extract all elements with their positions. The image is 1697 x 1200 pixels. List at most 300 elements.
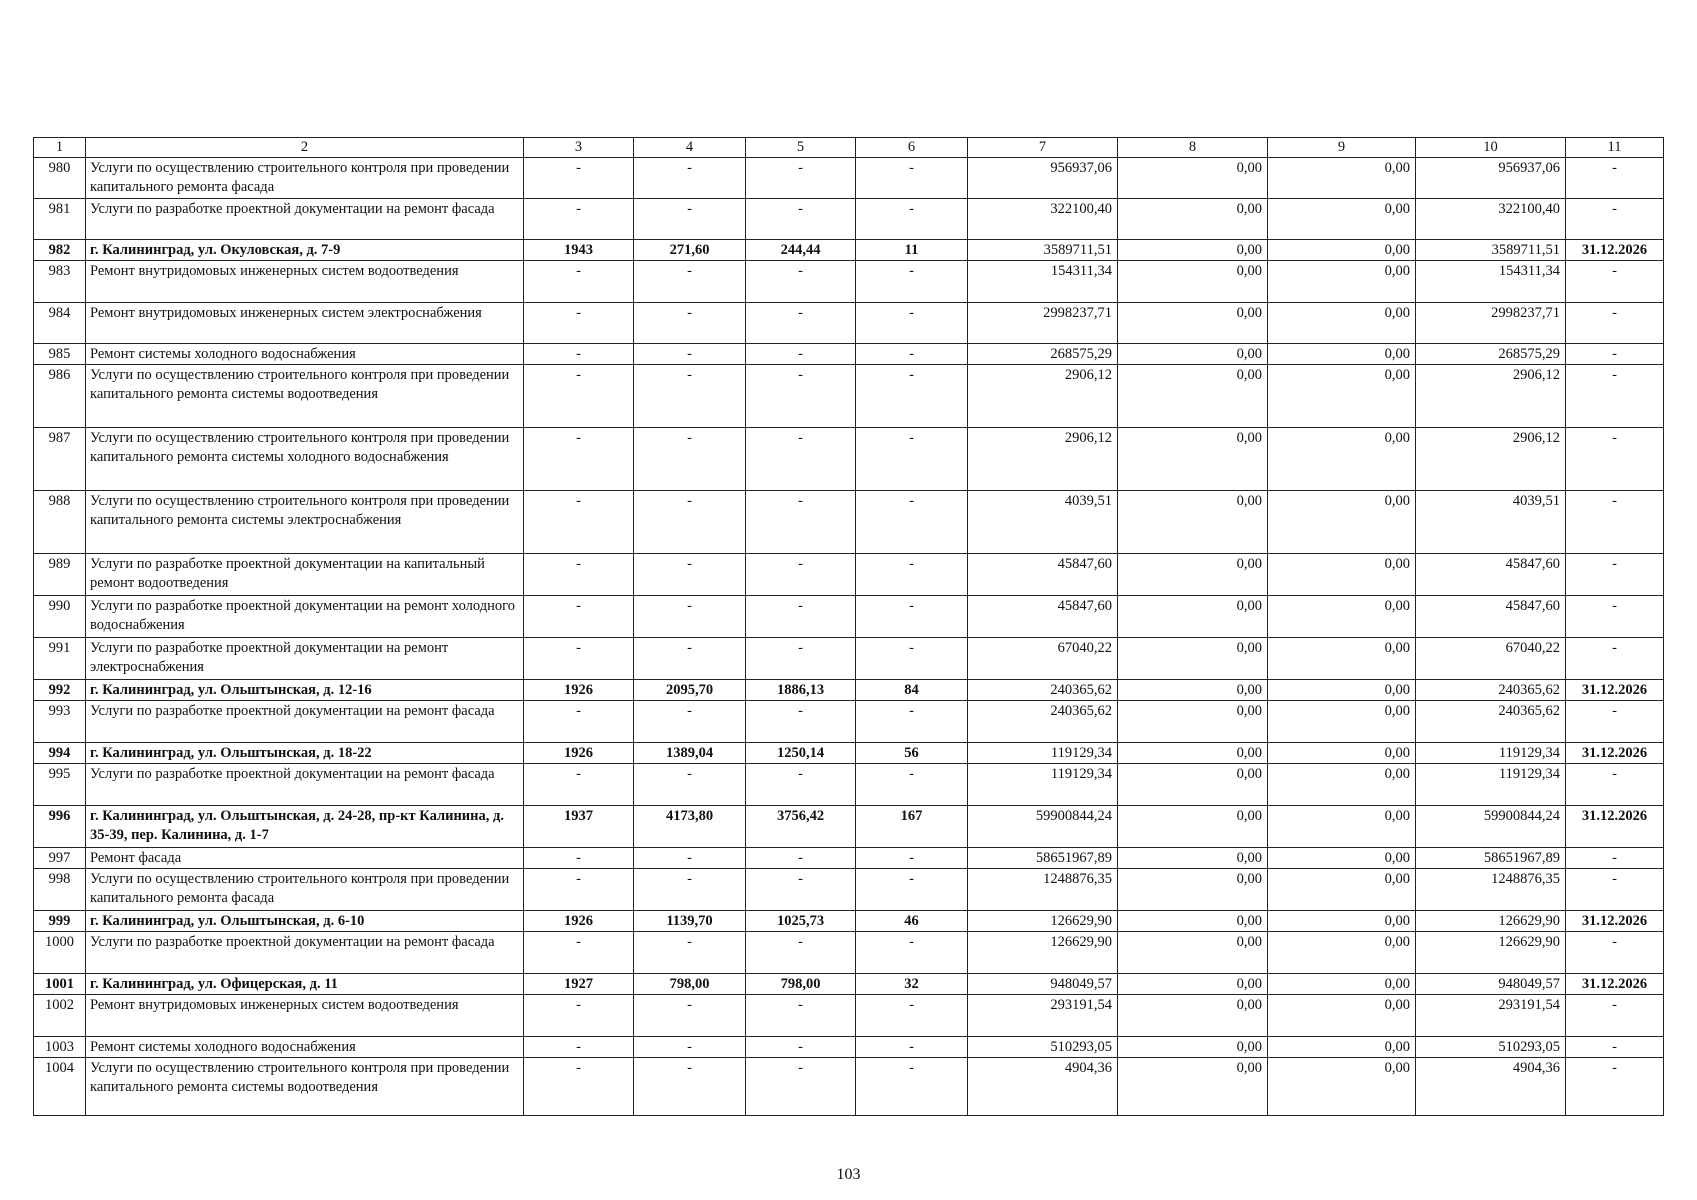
residents-cell: - xyxy=(856,554,968,596)
residents-cell: 46 xyxy=(856,911,968,932)
total-area-cell: - xyxy=(634,848,746,869)
owners-funds-cell: 67040,22 xyxy=(1416,638,1566,680)
fund-cost-b-cell: 0,00 xyxy=(1268,680,1416,701)
residents-cell: - xyxy=(856,199,968,240)
total-area-cell: - xyxy=(634,638,746,680)
completion-date-cell: - xyxy=(1566,1058,1664,1116)
total-cost-cell: 1248876,35 xyxy=(968,869,1118,911)
fund-cost-a-cell: 0,00 xyxy=(1118,344,1268,365)
description-cell: Услуги по осуществлению строительного контроля при проведении капитального ремонта системы водоотведения xyxy=(86,1058,524,1116)
row-number-cell: 984 xyxy=(34,303,86,344)
row-number-cell: 994 xyxy=(34,743,86,764)
total-cost-cell: 948049,57 xyxy=(968,974,1118,995)
total-area-cell: - xyxy=(634,491,746,554)
description-cell: г. Калининград, ул. Ольштынская, д. 6-10 xyxy=(86,911,524,932)
total-area-cell: - xyxy=(634,261,746,303)
description-cell: г. Калининград, ул. Окуловская, д. 7-9 xyxy=(86,240,524,261)
total-cost-cell: 4039,51 xyxy=(968,491,1118,554)
row-number-cell: 988 xyxy=(34,491,86,554)
completion-date-cell: - xyxy=(1566,491,1664,554)
living-area-cell: - xyxy=(746,491,856,554)
work-row xyxy=(34,638,1664,680)
completion-date-cell: - xyxy=(1566,199,1664,240)
total-cost-cell: 2906,12 xyxy=(968,365,1118,428)
header-cell: 7 xyxy=(968,138,1118,158)
fund-cost-a-cell: 0,00 xyxy=(1118,158,1268,199)
description-cell: Услуги по разработке проектной документации на ремонт электроснабжения xyxy=(86,638,524,680)
fund-cost-a-cell: 0,00 xyxy=(1118,303,1268,344)
description-cell: Ремонт внутридомовых инженерных систем водоотведения xyxy=(86,995,524,1037)
year-built-cell: - xyxy=(524,596,634,638)
row-number-cell: 992 xyxy=(34,680,86,701)
completion-date-cell: 31.12.2026 xyxy=(1566,806,1664,848)
fund-cost-a-cell: 0,00 xyxy=(1118,764,1268,806)
living-area-cell: - xyxy=(746,848,856,869)
residents-cell: 56 xyxy=(856,743,968,764)
description-cell: Ремонт фасада xyxy=(86,848,524,869)
total-cost-cell: 3589711,51 xyxy=(968,240,1118,261)
total-cost-cell: 2998237,71 xyxy=(968,303,1118,344)
description-cell: Ремонт системы холодного водоснабжения xyxy=(86,1037,524,1058)
residents-cell: - xyxy=(856,491,968,554)
total-cost-cell: 240365,62 xyxy=(968,701,1118,743)
fund-cost-a-cell: 0,00 xyxy=(1118,638,1268,680)
year-built-cell: 1927 xyxy=(524,974,634,995)
living-area-cell: - xyxy=(746,365,856,428)
owners-funds-cell: 119129,34 xyxy=(1416,743,1566,764)
address-row xyxy=(34,911,1664,932)
year-built-cell: - xyxy=(524,365,634,428)
total-area-cell: - xyxy=(634,1037,746,1058)
row-number-cell: 986 xyxy=(34,365,86,428)
fund-cost-a-cell: 0,00 xyxy=(1118,995,1268,1037)
residents-cell: - xyxy=(856,261,968,303)
description-cell: Ремонт внутридомовых инженерных систем электроснабжения xyxy=(86,303,524,344)
living-area-cell: - xyxy=(746,554,856,596)
row-number-cell: 989 xyxy=(34,554,86,596)
living-area-cell: - xyxy=(746,869,856,911)
residents-cell: - xyxy=(856,869,968,911)
row-number-cell: 980 xyxy=(34,158,86,199)
living-area-cell: - xyxy=(746,995,856,1037)
residents-cell: - xyxy=(856,1058,968,1116)
total-cost-cell: 119129,34 xyxy=(968,743,1118,764)
work-row xyxy=(34,344,1664,365)
owners-funds-cell: 1248876,35 xyxy=(1416,869,1566,911)
total-cost-cell: 240365,62 xyxy=(968,680,1118,701)
row-number-cell: 987 xyxy=(34,428,86,491)
row-number-cell: 1001 xyxy=(34,974,86,995)
living-area-cell: - xyxy=(746,303,856,344)
residents-cell: 32 xyxy=(856,974,968,995)
total-area-cell: - xyxy=(634,199,746,240)
completion-date-cell: - xyxy=(1566,261,1664,303)
fund-cost-b-cell: 0,00 xyxy=(1268,638,1416,680)
header-cell: 11 xyxy=(1566,138,1664,158)
work-row xyxy=(34,554,1664,596)
year-built-cell: - xyxy=(524,869,634,911)
year-built-cell: - xyxy=(524,428,634,491)
fund-cost-b-cell: 0,00 xyxy=(1268,701,1416,743)
total-cost-cell: 58651967,89 xyxy=(968,848,1118,869)
year-built-cell: - xyxy=(524,344,634,365)
owners-funds-cell: 240365,62 xyxy=(1416,701,1566,743)
fund-cost-a-cell: 0,00 xyxy=(1118,743,1268,764)
fund-cost-b-cell: 0,00 xyxy=(1268,199,1416,240)
fund-cost-a-cell: 0,00 xyxy=(1118,428,1268,491)
total-cost-cell: 67040,22 xyxy=(968,638,1118,680)
total-area-cell: - xyxy=(634,303,746,344)
total-cost-cell: 154311,34 xyxy=(968,261,1118,303)
total-area-cell: - xyxy=(634,995,746,1037)
owners-funds-cell: 956937,06 xyxy=(1416,158,1566,199)
completion-date-cell: 31.12.2026 xyxy=(1566,240,1664,261)
owners-funds-cell: 45847,60 xyxy=(1416,596,1566,638)
fund-cost-b-cell: 0,00 xyxy=(1268,344,1416,365)
fund-cost-a-cell: 0,00 xyxy=(1118,848,1268,869)
completion-date-cell: - xyxy=(1566,995,1664,1037)
owners-funds-cell: 2906,12 xyxy=(1416,365,1566,428)
fund-cost-a-cell: 0,00 xyxy=(1118,199,1268,240)
owners-funds-cell: 2998237,71 xyxy=(1416,303,1566,344)
fund-cost-a-cell: 0,00 xyxy=(1118,365,1268,428)
row-number-cell: 997 xyxy=(34,848,86,869)
total-cost-cell: 956937,06 xyxy=(968,158,1118,199)
row-number-cell: 1004 xyxy=(34,1058,86,1116)
fund-cost-b-cell: 0,00 xyxy=(1268,554,1416,596)
total-area-cell: 271,60 xyxy=(634,240,746,261)
header-cell: 8 xyxy=(1118,138,1268,158)
fund-cost-a-cell: 0,00 xyxy=(1118,911,1268,932)
work-row xyxy=(34,365,1664,428)
residents-cell: - xyxy=(856,344,968,365)
completion-date-cell: - xyxy=(1566,869,1664,911)
fund-cost-b-cell: 0,00 xyxy=(1268,1037,1416,1058)
description-cell: Услуги по осуществлению строительного контроля при проведении капитального ремонта системы холодного водоснабжения xyxy=(86,428,524,491)
year-built-cell: - xyxy=(524,764,634,806)
total-area-cell: - xyxy=(634,932,746,974)
work-row xyxy=(34,199,1664,240)
owners-funds-cell: 4904,36 xyxy=(1416,1058,1566,1116)
living-area-cell: - xyxy=(746,1037,856,1058)
fund-cost-a-cell: 0,00 xyxy=(1118,1037,1268,1058)
fund-cost-a-cell: 0,00 xyxy=(1118,491,1268,554)
fund-cost-b-cell: 0,00 xyxy=(1268,869,1416,911)
fund-cost-a-cell: 0,00 xyxy=(1118,701,1268,743)
completion-date-cell: - xyxy=(1566,848,1664,869)
row-number-cell: 991 xyxy=(34,638,86,680)
address-row xyxy=(34,680,1664,701)
total-area-cell: 2095,70 xyxy=(634,680,746,701)
residents-cell: - xyxy=(856,932,968,974)
header-cell: 10 xyxy=(1416,138,1566,158)
work-row xyxy=(34,158,1664,199)
completion-date-cell: - xyxy=(1566,701,1664,743)
fund-cost-b-cell: 0,00 xyxy=(1268,240,1416,261)
fund-cost-b-cell: 0,00 xyxy=(1268,491,1416,554)
fund-cost-a-cell: 0,00 xyxy=(1118,869,1268,911)
living-area-cell: 1025,73 xyxy=(746,911,856,932)
total-area-cell: 1139,70 xyxy=(634,911,746,932)
year-built-cell: 1926 xyxy=(524,743,634,764)
residents-cell: - xyxy=(856,303,968,344)
completion-date-cell: 31.12.2026 xyxy=(1566,911,1664,932)
header-cell: 2 xyxy=(86,138,524,158)
year-built-cell: - xyxy=(524,491,634,554)
row-number-cell: 996 xyxy=(34,806,86,848)
header-cell: 3 xyxy=(524,138,634,158)
description-cell: Услуги по разработке проектной документации на ремонт фасада xyxy=(86,764,524,806)
owners-funds-cell: 322100,40 xyxy=(1416,199,1566,240)
year-built-cell: - xyxy=(524,701,634,743)
total-cost-cell: 510293,05 xyxy=(968,1037,1118,1058)
owners-funds-cell: 126629,90 xyxy=(1416,932,1566,974)
completion-date-cell: - xyxy=(1566,638,1664,680)
owners-funds-cell: 3589711,51 xyxy=(1416,240,1566,261)
total-area-cell: - xyxy=(634,365,746,428)
completion-date-cell: - xyxy=(1566,365,1664,428)
owners-funds-cell: 126629,90 xyxy=(1416,911,1566,932)
row-number-cell: 999 xyxy=(34,911,86,932)
living-area-cell: 3756,42 xyxy=(746,806,856,848)
living-area-cell: 244,44 xyxy=(746,240,856,261)
owners-funds-cell: 2906,12 xyxy=(1416,428,1566,491)
column-number-header xyxy=(34,138,1664,158)
header-cell: 4 xyxy=(634,138,746,158)
total-area-cell: - xyxy=(634,428,746,491)
total-cost-cell: 322100,40 xyxy=(968,199,1118,240)
fund-cost-a-cell: 0,00 xyxy=(1118,806,1268,848)
year-built-cell: - xyxy=(524,1037,634,1058)
fund-cost-b-cell: 0,00 xyxy=(1268,974,1416,995)
fund-cost-a-cell: 0,00 xyxy=(1118,596,1268,638)
residents-cell: - xyxy=(856,701,968,743)
address-row xyxy=(34,743,1664,764)
living-area-cell: - xyxy=(746,596,856,638)
year-built-cell: - xyxy=(524,638,634,680)
total-cost-cell: 126629,90 xyxy=(968,932,1118,974)
description-cell: Услуги по разработке проектной документации на ремонт фасада xyxy=(86,701,524,743)
total-area-cell: - xyxy=(634,701,746,743)
row-number-cell: 982 xyxy=(34,240,86,261)
fund-cost-b-cell: 0,00 xyxy=(1268,428,1416,491)
row-number-cell: 993 xyxy=(34,701,86,743)
total-area-cell: - xyxy=(634,764,746,806)
living-area-cell: - xyxy=(746,701,856,743)
description-cell: Услуги по разработке проектной документации на ремонт фасада xyxy=(86,199,524,240)
work-row xyxy=(34,491,1664,554)
total-area-cell: 798,00 xyxy=(634,974,746,995)
work-row xyxy=(34,1037,1664,1058)
work-row xyxy=(34,995,1664,1037)
header-cell: 6 xyxy=(856,138,968,158)
completion-date-cell: - xyxy=(1566,303,1664,344)
completion-date-cell: - xyxy=(1566,764,1664,806)
living-area-cell: - xyxy=(746,764,856,806)
row-number-cell: 981 xyxy=(34,199,86,240)
work-row xyxy=(34,701,1664,743)
year-built-cell: 1937 xyxy=(524,806,634,848)
living-area-cell: - xyxy=(746,638,856,680)
fund-cost-b-cell: 0,00 xyxy=(1268,1058,1416,1116)
year-built-cell: - xyxy=(524,1058,634,1116)
total-cost-cell: 119129,34 xyxy=(968,764,1118,806)
living-area-cell: - xyxy=(746,199,856,240)
fund-cost-b-cell: 0,00 xyxy=(1268,596,1416,638)
residents-cell: 167 xyxy=(856,806,968,848)
fund-cost-b-cell: 0,00 xyxy=(1268,848,1416,869)
living-area-cell: 1886,13 xyxy=(746,680,856,701)
year-built-cell: - xyxy=(524,261,634,303)
total-cost-cell: 2906,12 xyxy=(968,428,1118,491)
header-cell: 1 xyxy=(34,138,86,158)
fund-cost-a-cell: 0,00 xyxy=(1118,240,1268,261)
completion-date-cell: - xyxy=(1566,596,1664,638)
living-area-cell: - xyxy=(746,428,856,491)
year-built-cell: - xyxy=(524,995,634,1037)
header-cell: 5 xyxy=(746,138,856,158)
owners-funds-cell: 4039,51 xyxy=(1416,491,1566,554)
residents-cell: - xyxy=(856,848,968,869)
row-number-cell: 1003 xyxy=(34,1037,86,1058)
residents-cell: - xyxy=(856,995,968,1037)
fund-cost-b-cell: 0,00 xyxy=(1268,303,1416,344)
description-cell: Ремонт внутридомовых инженерных систем водоотведения xyxy=(86,261,524,303)
row-number-cell: 1002 xyxy=(34,995,86,1037)
residents-cell: - xyxy=(856,158,968,199)
description-cell: г. Калининград, ул. Ольштынская, д. 12-16 xyxy=(86,680,524,701)
owners-funds-cell: 240365,62 xyxy=(1416,680,1566,701)
total-cost-cell: 45847,60 xyxy=(968,596,1118,638)
fund-cost-b-cell: 0,00 xyxy=(1268,365,1416,428)
living-area-cell: - xyxy=(746,1058,856,1116)
living-area-cell: 798,00 xyxy=(746,974,856,995)
row-number-cell: 1000 xyxy=(34,932,86,974)
work-row xyxy=(34,596,1664,638)
owners-funds-cell: 948049,57 xyxy=(1416,974,1566,995)
residents-cell: - xyxy=(856,365,968,428)
year-built-cell: - xyxy=(524,848,634,869)
total-area-cell: 4173,80 xyxy=(634,806,746,848)
fund-cost-b-cell: 0,00 xyxy=(1268,158,1416,199)
fund-cost-a-cell: 0,00 xyxy=(1118,974,1268,995)
row-number-cell: 985 xyxy=(34,344,86,365)
total-cost-cell: 59900844,24 xyxy=(968,806,1118,848)
total-cost-cell: 4904,36 xyxy=(968,1058,1118,1116)
completion-date-cell: - xyxy=(1566,158,1664,199)
owners-funds-cell: 510293,05 xyxy=(1416,1037,1566,1058)
page-number: 103 xyxy=(836,1166,861,1183)
description-cell: Ремонт системы холодного водоснабжения xyxy=(86,344,524,365)
work-row xyxy=(34,303,1664,344)
owners-funds-cell: 119129,34 xyxy=(1416,764,1566,806)
year-built-cell: - xyxy=(524,554,634,596)
owners-funds-cell: 268575,29 xyxy=(1416,344,1566,365)
row-number-cell: 990 xyxy=(34,596,86,638)
description-cell: Услуги по разработке проектной документации на капитальный ремонт водоотведения xyxy=(86,554,524,596)
residents-cell: - xyxy=(856,764,968,806)
completion-date-cell: - xyxy=(1566,428,1664,491)
completion-date-cell: - xyxy=(1566,1037,1664,1058)
table-body xyxy=(34,138,1664,1116)
fund-cost-a-cell: 0,00 xyxy=(1118,932,1268,974)
year-built-cell: 1943 xyxy=(524,240,634,261)
total-area-cell: - xyxy=(634,158,746,199)
year-built-cell: - xyxy=(524,932,634,974)
address-row xyxy=(34,974,1664,995)
description-cell: Услуги по осуществлению строительного контроля при проведении капитального ремонта фасада xyxy=(86,869,524,911)
fund-cost-b-cell: 0,00 xyxy=(1268,764,1416,806)
work-row xyxy=(34,932,1664,974)
year-built-cell: 1926 xyxy=(524,680,634,701)
total-cost-cell: 268575,29 xyxy=(968,344,1118,365)
total-area-cell: - xyxy=(634,344,746,365)
total-area-cell: - xyxy=(634,869,746,911)
total-cost-cell: 126629,90 xyxy=(968,911,1118,932)
fund-cost-b-cell: 0,00 xyxy=(1268,806,1416,848)
owners-funds-cell: 59900844,24 xyxy=(1416,806,1566,848)
owners-funds-cell: 293191,54 xyxy=(1416,995,1566,1037)
row-number-cell: 983 xyxy=(34,261,86,303)
description-cell: г. Калининград, ул. Офицерская, д. 11 xyxy=(86,974,524,995)
living-area-cell: - xyxy=(746,158,856,199)
year-built-cell: - xyxy=(524,158,634,199)
fund-cost-b-cell: 0,00 xyxy=(1268,995,1416,1037)
fund-cost-a-cell: 0,00 xyxy=(1118,261,1268,303)
row-number-cell: 998 xyxy=(34,869,86,911)
year-built-cell: 1926 xyxy=(524,911,634,932)
completion-date-cell: 31.12.2026 xyxy=(1566,680,1664,701)
fund-cost-a-cell: 0,00 xyxy=(1118,680,1268,701)
year-built-cell: - xyxy=(524,199,634,240)
total-cost-cell: 293191,54 xyxy=(968,995,1118,1037)
completion-date-cell: - xyxy=(1566,554,1664,596)
description-cell: г. Калининград, ул. Ольштынская, д. 18-22 xyxy=(86,743,524,764)
year-built-cell: - xyxy=(524,303,634,344)
completion-date-cell: - xyxy=(1566,344,1664,365)
residents-cell: - xyxy=(856,638,968,680)
residents-cell: - xyxy=(856,596,968,638)
completion-date-cell: 31.12.2026 xyxy=(1566,743,1664,764)
completion-date-cell: - xyxy=(1566,932,1664,974)
completion-date-cell: 31.12.2026 xyxy=(1566,974,1664,995)
total-cost-cell: 45847,60 xyxy=(968,554,1118,596)
fund-cost-b-cell: 0,00 xyxy=(1268,261,1416,303)
living-area-cell: - xyxy=(746,344,856,365)
capital-repair-table xyxy=(33,137,1664,1116)
work-row xyxy=(34,869,1664,911)
description-cell: Услуги по разработке проектной документации на ремонт фасада xyxy=(86,932,524,974)
fund-cost-a-cell: 0,00 xyxy=(1118,554,1268,596)
living-area-cell: - xyxy=(746,932,856,974)
owners-funds-cell: 58651967,89 xyxy=(1416,848,1566,869)
header-cell: 9 xyxy=(1268,138,1416,158)
residents-cell: - xyxy=(856,428,968,491)
work-row xyxy=(34,1058,1664,1116)
work-row xyxy=(34,428,1664,491)
fund-cost-b-cell: 0,00 xyxy=(1268,932,1416,974)
description-cell: Услуги по осуществлению строительного контроля при проведении капитального ремонта системы электроснабжения xyxy=(86,491,524,554)
description-cell: г. Калининград, ул. Ольштынская, д. 24-28, пр-кт Калинина, д. 35-39, пер. Калинина, д. 1-7 xyxy=(86,806,524,848)
work-row xyxy=(34,848,1664,869)
owners-funds-cell: 45847,60 xyxy=(1416,554,1566,596)
work-row xyxy=(34,261,1664,303)
residents-cell: 11 xyxy=(856,240,968,261)
residents-cell: 84 xyxy=(856,680,968,701)
total-area-cell: - xyxy=(634,554,746,596)
residents-cell: - xyxy=(856,1037,968,1058)
fund-cost-b-cell: 0,00 xyxy=(1268,743,1416,764)
